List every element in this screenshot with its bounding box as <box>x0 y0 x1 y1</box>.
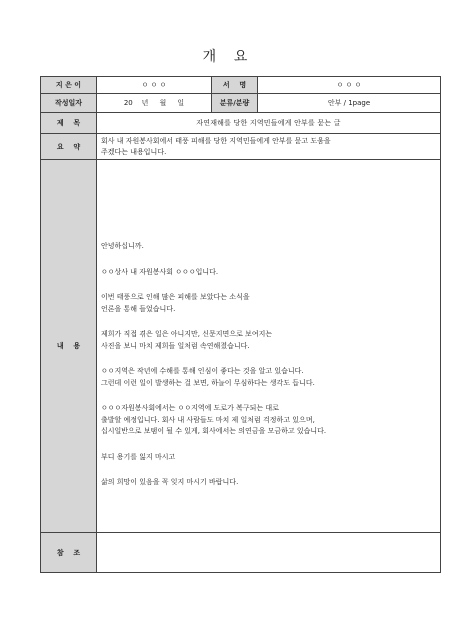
content-label: 내 용 <box>41 160 97 533</box>
signature-value: ㅇ ㅇ ㅇ <box>258 77 441 94</box>
date-row <box>41 94 441 113</box>
subject-label: 제 목 <box>41 113 97 134</box>
category-value: 안부 / 1page <box>258 94 441 113</box>
subject-value: 자연재해를 당한 지역민들에게 안부를 묻는 글 <box>97 113 441 134</box>
content-line: 십시일반으로 보탬이 될 수 있게, 회사에서는 의연금을 모금하고 있습니다. <box>101 427 327 436</box>
summary-value <box>97 134 441 160</box>
content-line: 그런데 이런 일이 발생하는 걸 보면, 하늘이 무심하다는 생각도 듭니다. <box>101 378 315 387</box>
summary-line: 회사 내 자원봉사회에서 태풍 피해를 당한 지역민들에게 안부를 묻고 도움을 <box>101 136 331 145</box>
signature-label: 서 명 <box>212 77 258 94</box>
content-line: 제희가 직접 겪은 일은 아니지만, 신문지면으로 보여지는 <box>101 330 273 339</box>
reference-row <box>41 533 441 573</box>
content-paragraph <box>101 366 436 389</box>
summary-line: 주겠다는 내용입니다. <box>101 147 167 156</box>
content-paragraph <box>101 329 436 352</box>
content-line: 언론을 통해 들었습니다. <box>101 304 176 313</box>
reference-value <box>97 533 441 573</box>
reference-label: 참 조 <box>41 533 97 573</box>
content-paragraph <box>101 477 436 489</box>
document-form-table <box>40 76 441 573</box>
content-paragraph <box>101 267 436 279</box>
content-paragraph <box>101 403 436 438</box>
category-label: 분류/분량 <box>212 94 258 113</box>
content-line: 부디 용기를 잃지 마시고 <box>101 452 176 461</box>
summary-row <box>41 134 441 160</box>
content-line: 사진을 보니 마치 제희들 일처럼 속연해졌습니다. <box>101 341 250 350</box>
content-paragraph <box>101 452 436 464</box>
content-line: ㅇㅇ지역은 작년에 수해를 통해 인심이 좋다는 것을 알고 있습니다. <box>101 367 304 376</box>
content-paragraph <box>101 241 436 253</box>
page-title: 개 요 <box>202 49 248 65</box>
subject-row <box>41 113 441 134</box>
author-value: ㅇ ㅇ ㅇ <box>97 77 212 94</box>
author-row <box>41 77 441 94</box>
content-line: 안녕하십니까. <box>101 242 144 251</box>
content-line: ㅇㅇ상사 내 자원봉사회 ㅇㅇㅇ입니다. <box>101 267 219 276</box>
date-value: 20 년 월 일 <box>97 94 212 113</box>
content-paragraph <box>101 292 436 315</box>
date-label: 작성일자 <box>41 94 97 113</box>
content-row <box>41 160 441 533</box>
summary-label: 요 약 <box>41 134 97 160</box>
content-line: ㅇㅇㅇ자원봉사회에서는 ㅇㅇ지역에 도로가 복구되는 대로 <box>101 404 279 413</box>
content-line: 삶의 희망이 있음을 꼭 잊지 마시기 바랍니다. <box>101 478 239 487</box>
author-label: 지 은 이 <box>41 77 97 94</box>
content-line: 이번 태풍으로 인해 많은 피해를 보았다는 소식을 <box>101 293 250 302</box>
content-line: 출발할 예정입니다. 회사 내 사람들도 마치 제 일처럼 걱정하고 있으며, <box>101 415 315 424</box>
content-body <box>97 160 441 533</box>
